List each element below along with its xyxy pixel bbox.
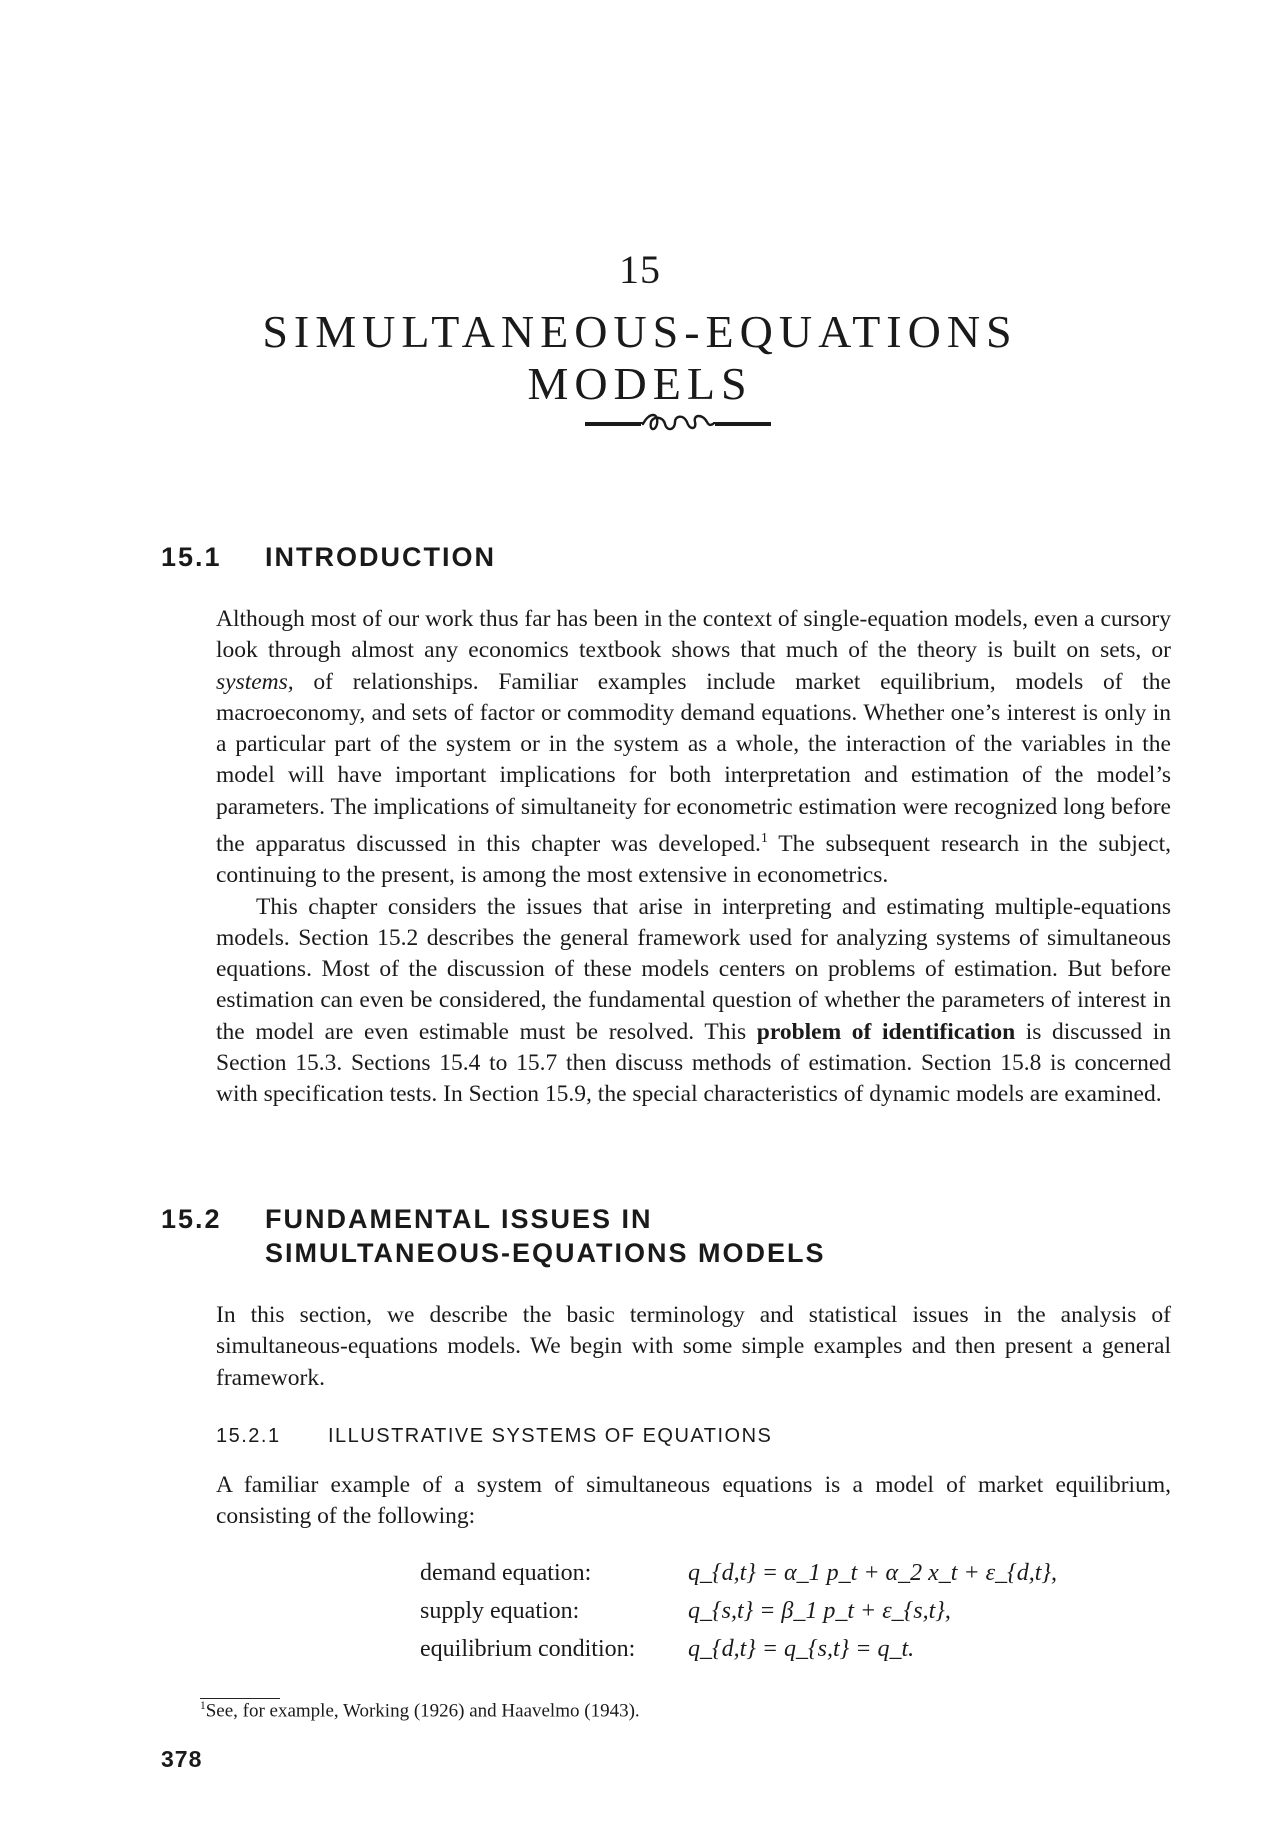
footnote-mark: 1 — [200, 1700, 206, 1712]
text-run: Although most of our work thus far has been in the context of single-equation models, even a cursory look through almost any economics textbook shows that much of the theory is built on sets, or — [216, 606, 1171, 664]
page-number: 378 — [161, 1746, 203, 1772]
text-run: This chapter considers the issues that arise in interpreting and estimating multiple-equations models. Section 15.2 describes the general framework used for analyzing systems of simultaneous equations. Most of the discussion of these models centers on problems of estimation. But before estimation can even be considered, the fundamental question of whether the parameters of interest in the model are even estimable must be resolved. This — [216, 893, 1171, 1045]
section-title-line-1: FUNDAMENTAL ISSUES IN — [265, 1204, 653, 1234]
decorative-ornament-icon — [583, 408, 773, 434]
paragraph — [216, 604, 1171, 892]
footnote — [200, 1700, 640, 1722]
emphasis-text: systems, — [216, 668, 294, 695]
text-run: is discussed in Section 15.3. Sections 15.4 to 15.7 then discuss methods of estimation. Section 15.8 is concerned with specification tests. In Section 15.9, the special characteristics of dynamic models are examined. — [216, 1018, 1171, 1108]
section-number: 15.1 — [161, 542, 222, 572]
equation-formula: q_{d,t} = q_{s,t} = q_t. — [688, 1636, 915, 1662]
section-number: 15.2 — [161, 1204, 222, 1234]
section-title: INTRODUCTION — [265, 542, 496, 572]
chapter-title — [0, 306, 1280, 410]
section-heading-fundamental-issues — [161, 1202, 826, 1270]
footnote-divider — [200, 1698, 280, 1699]
section-heading-introduction — [161, 540, 496, 574]
text-run: of relationships. Familiar examples include market equilibrium, models of the macroeconomy, and sets of factor or commodity demand equations. Whether one’s interest is only in a particular part of the system or in the system as a whole, the interaction of the variables in the model will have important implications for both interpretation and estimation of the model’s parameters. The implications of simultaneity for econometric estimation were recognized long before the apparatus discussed in this chapter was developed. — [216, 668, 1171, 857]
paragraph — [216, 892, 1171, 1111]
subsection-number: 15.2.1 — [216, 1425, 281, 1447]
paragraph: In this section, we describe the basic terminology and statistical issues in the analysis of simultaneous-equations models. We begin with some simple examples and then present a general framework. — [216, 1302, 1171, 1391]
bold-term: problem of identification — [756, 1018, 1016, 1045]
equation-label: equilibrium condition: — [420, 1636, 636, 1662]
equation-formula: q_{s,t} = β_1 p_t + ε_{s,t}, — [688, 1598, 951, 1624]
chapter-title-line-2: MODELS — [527, 358, 753, 409]
introduction-body — [216, 604, 1171, 1111]
paragraph: A familiar example of a system of simultaneous equations is a model of market equilibrium, consisting of the following: — [216, 1472, 1171, 1530]
subsection-body — [216, 1470, 1171, 1533]
footnote-reference[interactable]: 1 — [760, 830, 768, 847]
equation-formula: q_{d,t} = α_1 p_t + α_2 x_t + ε_{d,t}, — [688, 1560, 1057, 1586]
footnote-text: See, for example, Working (1926) and Haavelmo (1943). — [205, 1700, 640, 1722]
text-run: The subsequent research in the subject, continuing to the present, is among the most extensive in econometrics. — [216, 830, 1171, 889]
section-title-line-2: SIMULTANEOUS-EQUATIONS MODELS — [265, 1238, 826, 1268]
subsection-heading — [216, 1425, 772, 1448]
subsection-title: ILLUSTRATIVE SYSTEMS OF EQUATIONS — [328, 1425, 773, 1447]
chapter-number: 15 — [619, 247, 661, 292]
chapter-title-line-1: SIMULTANEOUS-EQUATIONS — [262, 306, 1018, 357]
equation-label: demand equation: — [420, 1560, 592, 1586]
section-2-intro — [216, 1300, 1171, 1394]
equation-label: supply equation: — [420, 1598, 580, 1624]
section-title — [265, 1202, 826, 1270]
